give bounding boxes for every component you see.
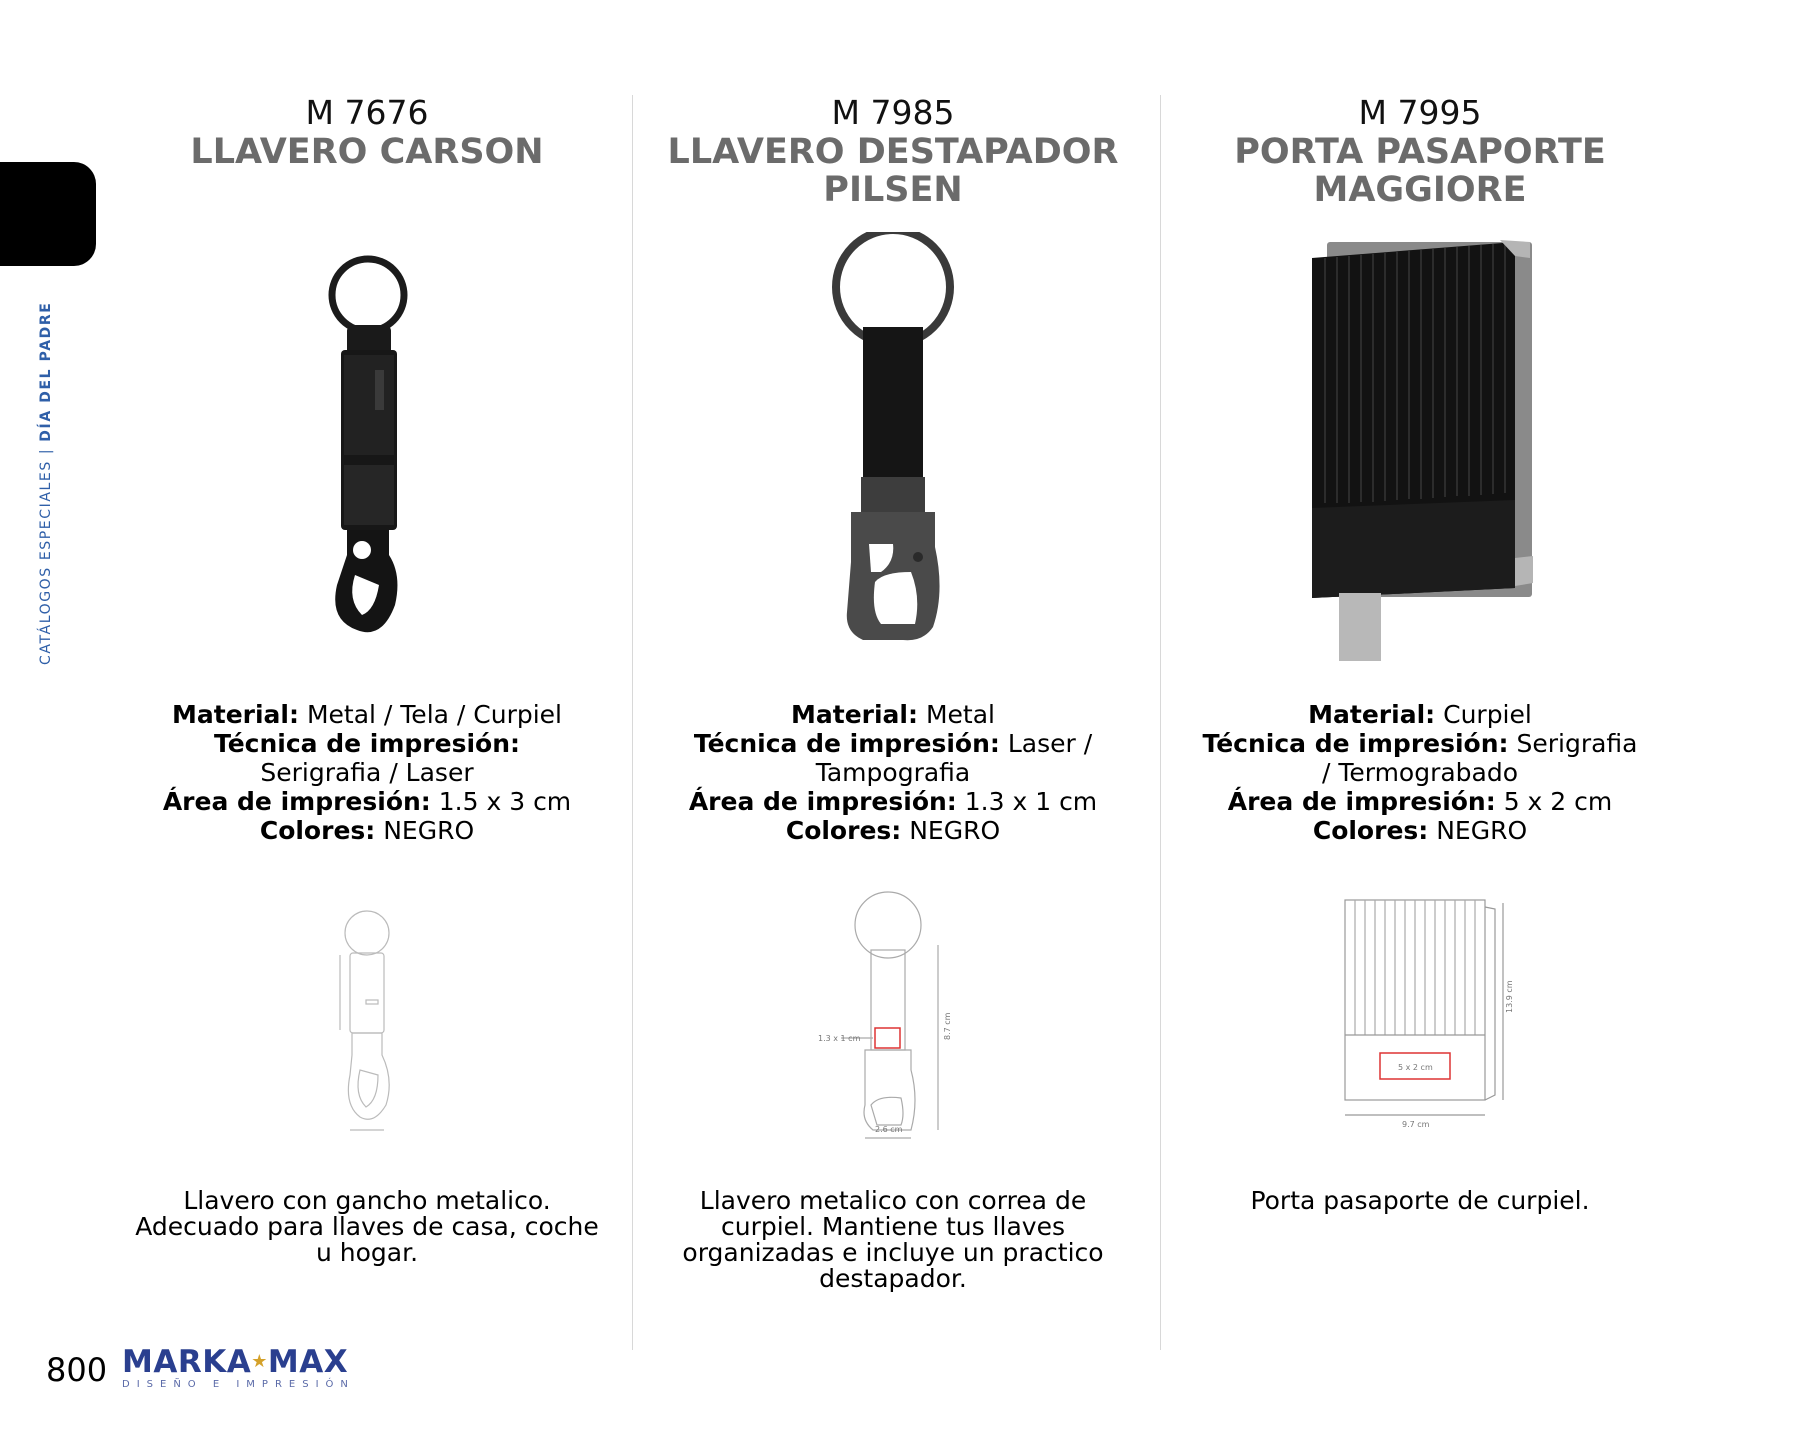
product-code: M 7676 <box>305 93 429 132</box>
product-code: M 7995 <box>1358 93 1482 132</box>
spec-colors: Colores: NEGRO <box>1312 816 1528 845</box>
dim-area-label: 1.3 x 1 cm <box>818 1034 861 1043</box>
keychain-carabiner-image <box>307 255 427 640</box>
product-specs <box>638 700 1148 845</box>
product-photo <box>1165 238 1675 663</box>
section-tab-marker <box>0 162 96 266</box>
dim-width-label: 2.6 cm <box>875 1125 903 1134</box>
product-description: Llavero con gancho metalico. Adecuado para llaves de casa, coche u hogar. <box>135 1186 599 1267</box>
product-name: LLAVERO CARSON <box>190 132 544 172</box>
product-name: LLAVERO DESTAPADOR PILSEN <box>667 132 1119 210</box>
technical-drawing <box>638 890 1148 1145</box>
product-description: Porta pasaporte de curpiel. <box>1250 1186 1590 1215</box>
product-specs <box>1165 700 1675 845</box>
spec-material: Material: Curpiel <box>1308 700 1532 729</box>
keychain-bottle-opener-drawing <box>813 890 973 1145</box>
spec-technique: Técnica de impresión: Serigrafia / Laser <box>213 729 521 787</box>
technical-drawing <box>1165 895 1675 1135</box>
technical-drawing <box>112 905 622 1135</box>
spec-area: Área de impresión: 5 x 2 cm <box>1227 787 1613 816</box>
logo-wordmark: MARKA★MAX <box>122 1344 349 1380</box>
product-specs <box>112 700 622 845</box>
spec-material: Material: Metal / Tela / Curpiel <box>172 700 562 729</box>
star-icon: ★ <box>251 1351 268 1372</box>
keychain-carabiner-drawing <box>322 905 412 1135</box>
passport-holder-drawing <box>1325 895 1515 1135</box>
column-divider <box>1160 95 1161 1350</box>
dim-height-label: 8.7 cm <box>943 1012 952 1040</box>
product-description: Llavero metalico con correa de curpiel. Mantiene tus llaves organizadas e incluye un practico destapador. <box>682 1186 1104 1293</box>
dim-height-label: 13.9 cm <box>1505 980 1514 1013</box>
section-name: CATÁLOGOS ESPECIALES <box>38 460 54 665</box>
page-number: 800 <box>46 1351 108 1389</box>
logo-tagline: DISEÑO E IMPRESIÓN <box>122 1379 355 1390</box>
spec-colors: Colores: NEGRO <box>785 816 1001 845</box>
category-name: DÍA DEL PADRE <box>38 301 54 442</box>
keychain-bottle-opener-image <box>823 232 963 642</box>
product-name: PORTA PASAPORTE MAGGIORE <box>1234 132 1606 210</box>
passport-holder-image <box>1305 238 1535 663</box>
column-divider <box>632 95 633 1350</box>
product-code: M 7985 <box>831 93 955 132</box>
product-photo <box>112 255 622 640</box>
spec-area: Área de impresión: 1.3 x 1 cm <box>688 787 1098 816</box>
dim-area-label: 5 x 2 cm <box>1398 1063 1433 1072</box>
brand-logo <box>122 1346 382 1392</box>
product-card-m7985 <box>638 0 1148 1350</box>
product-card-m7995 <box>1165 0 1675 1350</box>
spec-material: Material: Metal <box>791 700 995 729</box>
section-label <box>38 265 58 665</box>
spec-technique: Técnica de impresión: Laser / Tampografia <box>693 729 1093 787</box>
spec-colors: Colores: NEGRO <box>259 816 475 845</box>
spec-technique: Técnica de impresión: Serigrafia / Termograbado <box>1202 729 1638 787</box>
spec-area: Área de impresión: 1.5 x 3 cm <box>162 787 572 816</box>
dim-width-label: 9.7 cm <box>1402 1120 1430 1129</box>
section-separator: | <box>38 441 54 461</box>
product-card-m7676 <box>112 0 622 1350</box>
product-photo <box>638 232 1148 642</box>
